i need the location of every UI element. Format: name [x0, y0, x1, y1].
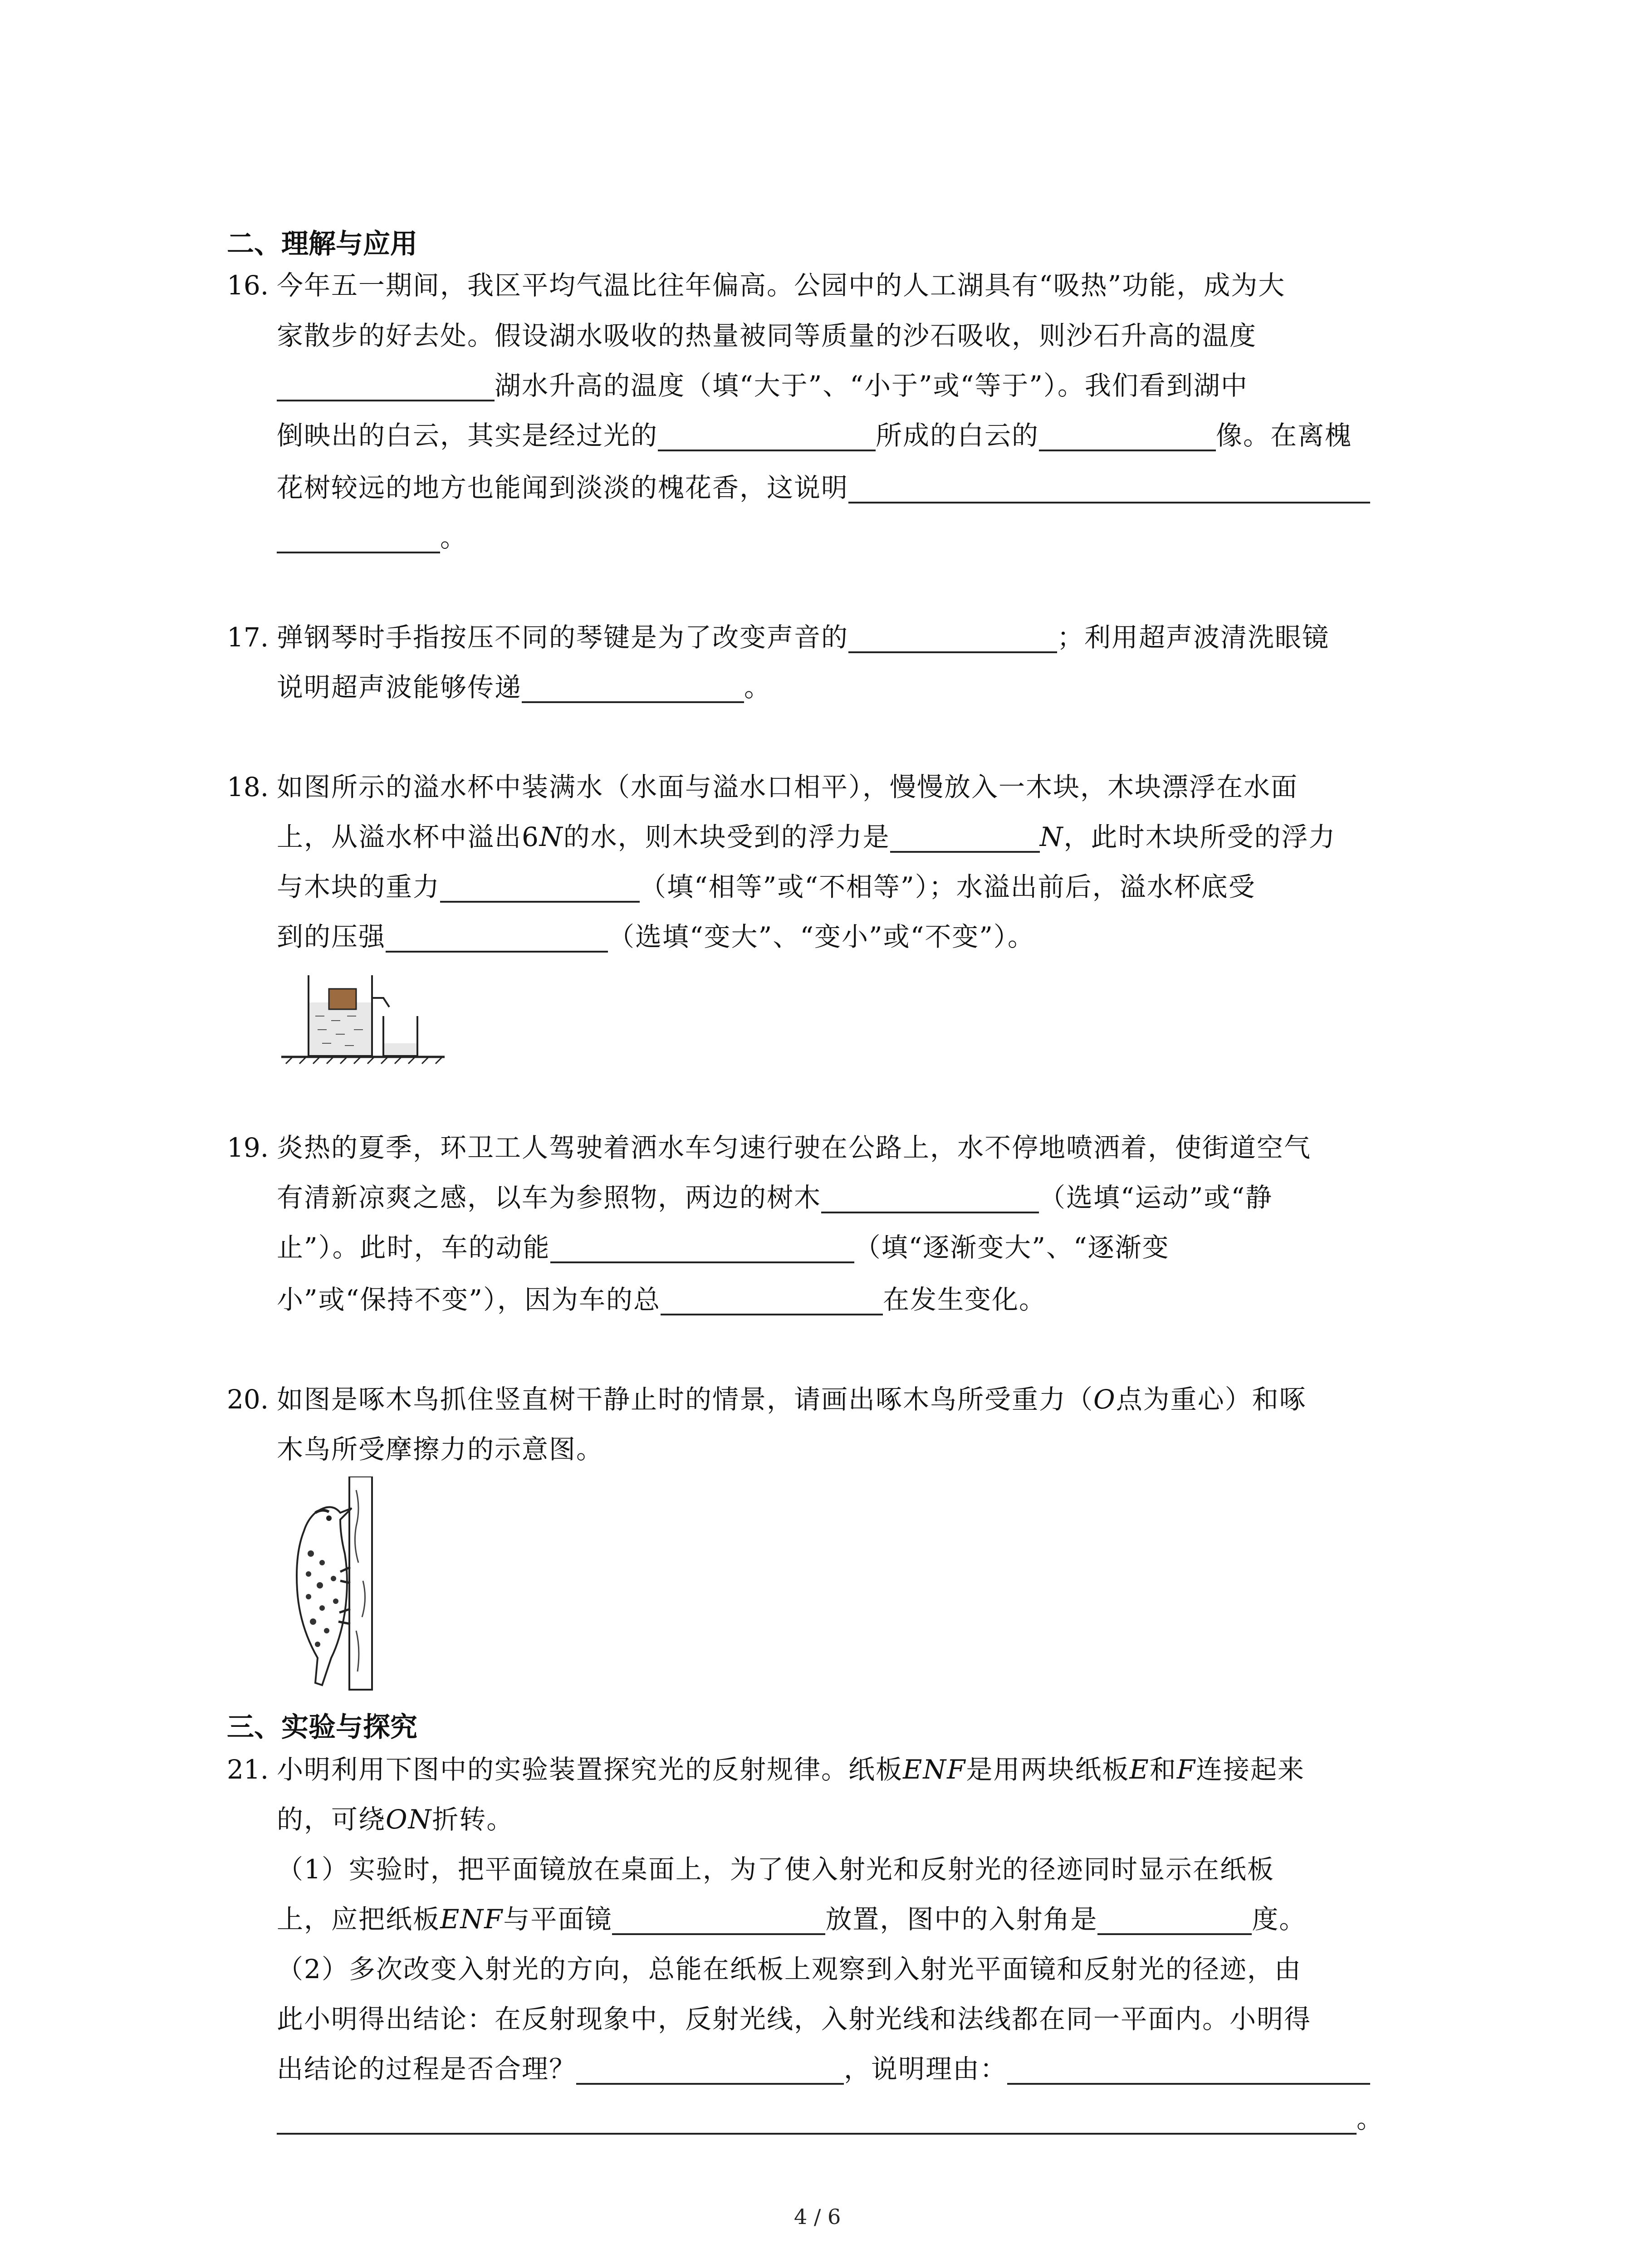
question-text: 上，从溢水杯中溢出: [277, 821, 522, 852]
answer-blank[interactable]: [821, 1186, 1039, 1213]
section-title: 三、实验与探究: [227, 1711, 417, 1743]
section-title: 二、理解与应用: [227, 228, 417, 260]
question-text: ，说明理由：: [844, 2053, 1008, 2084]
question-number: 18.: [227, 772, 269, 802]
question-text: 。: [1357, 2103, 1384, 2134]
question-text: （填“逐渐变大”、“逐渐变: [854, 1232, 1170, 1263]
question-text: 弹钢琴时手指按压不同的琴键是为了改变声音的: [277, 622, 849, 653]
question-line: [277, 1754, 1305, 1785]
question-text: 度。: [1252, 1904, 1307, 1935]
answer-blank[interactable]: [848, 476, 1370, 503]
question-text: 上，应把纸板: [277, 1904, 441, 1935]
question-text: 与木块的重力: [277, 871, 441, 902]
answer-blank[interactable]: [1097, 1908, 1252, 1935]
board-label: ENF: [440, 1904, 504, 1935]
question-text: 炎热的夏季，环卫工人驾驶着洒水车匀速行驶在公路上，水不停地喷洒着，使街道空气: [277, 1132, 1312, 1163]
answer-blank[interactable]: [848, 626, 1057, 653]
question-text: 折转。: [432, 1804, 514, 1835]
answer-blank[interactable]: [277, 374, 495, 401]
question-text: 湖水升高的温度（填“大于”、“小于”或“等于”）。我们看到湖中: [495, 370, 1248, 401]
answer-blank[interactable]: [890, 826, 1040, 853]
question-text: 家散步的好去处。假设湖水吸收的热量被同等质量的沙石吸收，则沙石升高的温度: [277, 320, 1257, 351]
answer-blank[interactable]: [658, 424, 876, 451]
question-text: 说明超声波能够传递: [277, 672, 522, 703]
question-number: 20.: [227, 1384, 269, 1415]
question-line: [277, 1284, 1046, 1315]
question-line: [277, 1903, 1306, 1935]
question-text: 止”）。此时，车的动能: [277, 1232, 550, 1263]
answer-blank[interactable]: [550, 1236, 854, 1263]
question-text: （选填“运动”或“静: [1039, 1182, 1273, 1213]
question-number: 16.: [227, 270, 269, 301]
question-text: 木鸟所受摩擦力的示意图。: [277, 1434, 604, 1465]
answer-blank[interactable]: [277, 2107, 1357, 2135]
question-text: ；利用超声波清洗眼镜: [1057, 622, 1330, 653]
answer-blank[interactable]: [522, 676, 744, 703]
answer-blank[interactable]: [386, 925, 608, 953]
answer-blank[interactable]: [576, 2058, 844, 2085]
question-text: 在发生变化。: [882, 1284, 1046, 1315]
unit-label: N: [1039, 821, 1064, 852]
question-line: [277, 1182, 1273, 1213]
question-text: 有清新凉爽之感，以车为参照物，两边的树木: [277, 1182, 822, 1213]
question-text: （选填“变大”、“变小”或“不变”）。: [608, 921, 1035, 952]
question-text: 的，可绕: [277, 1804, 386, 1835]
question-number: 19.: [227, 1132, 269, 1163]
question-text: 点为重心）和啄: [1116, 1384, 1307, 1415]
question-text: 小”或“保持不变”），因为车的总: [277, 1284, 661, 1315]
question-text: 所成的白云的: [876, 420, 1039, 451]
question-text: 。: [744, 672, 772, 703]
question-line: [277, 2103, 1384, 2135]
question-line: [277, 1232, 1170, 1263]
axis-label: ON: [386, 1804, 432, 1835]
overflow-cup-figure: [281, 966, 454, 1066]
question-line: [277, 671, 771, 703]
answer-blank[interactable]: [661, 1288, 883, 1315]
question-text: （1）实验时，把平面镜放在桌面上，为了使入射光和反射光的径迹同时显示在纸板: [277, 1854, 1274, 1885]
question-text: （2）多次改变入射光的方向，总能在纸板上观察到入射光平面镜和反射光的径迹，由: [277, 1954, 1302, 1984]
board-label: E: [1129, 1754, 1150, 1785]
question-text: 此小明得出结论：在反射现象中，反射光线，入射光线和法线都在同一平面内。小明得: [277, 2004, 1312, 2034]
question-text: （填“相等”或“不相等”）；水溢出前后，溢水杯底受: [640, 871, 1256, 902]
question-line: [277, 2053, 1370, 2085]
question-line: [277, 621, 1329, 653]
question-line: [277, 420, 1352, 451]
question-text: 小明利用下图中的实验装置探究光的反射规律。纸板: [277, 1754, 903, 1785]
unit-label: N: [539, 821, 563, 852]
question-text: 连接起来: [1195, 1754, 1305, 1785]
page-number: 4 / 6: [794, 2204, 841, 2229]
question-line: [277, 871, 1256, 903]
question-text: 和: [1149, 1754, 1177, 1785]
question-text: 出结论的过程是否合理？: [277, 2053, 577, 2084]
question-line: [277, 1383, 1307, 1415]
answer-blank[interactable]: [1039, 424, 1216, 451]
question-text: 像。在离槐: [1216, 420, 1352, 451]
question-text: 是用两块纸板: [966, 1754, 1130, 1785]
question-number: 21.: [227, 1754, 269, 1785]
question-text: 今年五一期间，我区平均气温比往年偏高。公园中的人工湖具有“吸热”功能，成为大: [277, 270, 1286, 301]
question-line: [277, 1804, 514, 1835]
question-line: [277, 821, 1336, 853]
answer-blank[interactable]: [277, 526, 440, 553]
answer-blank[interactable]: [612, 1908, 825, 1935]
question-line: [277, 472, 1370, 503]
quantity-value: 6: [522, 821, 539, 852]
answer-blank[interactable]: [440, 875, 640, 903]
center-of-gravity-label: O: [1093, 1384, 1116, 1415]
question-text: 倒映出的白云，其实是经过光的: [277, 420, 658, 451]
question-number: 17.: [227, 622, 269, 653]
board-label: F: [1176, 1754, 1196, 1785]
question-text: 。: [440, 522, 468, 553]
question-text: 花树较远的地方也能闻到淡淡的槐花香，这说明: [277, 472, 849, 503]
question-line: [277, 921, 1035, 953]
woodpecker-figure: [272, 1476, 381, 1694]
question-text: 如图是啄木鸟抓住竖直树干静止时的情景，请画出啄木鸟所受重力（: [277, 1384, 1094, 1415]
question-text: 与平面镜: [503, 1904, 612, 1935]
question-text: ，此时木块所受的浮力: [1063, 821, 1336, 852]
answer-blank[interactable]: [1007, 2058, 1370, 2085]
question-text: 到的压强: [277, 921, 386, 952]
board-label: ENF: [903, 1754, 966, 1785]
question-text: 的水，则木块受到的浮力是: [563, 821, 890, 852]
question-text: 如图所示的溢水杯中装满水（水面与溢水口相平），慢慢放入一木块，木块漂浮在水面: [277, 772, 1298, 802]
question-line: [277, 522, 467, 553]
question-text: 放置，图中的入射角是: [825, 1904, 1098, 1935]
question-line: [277, 370, 1248, 401]
